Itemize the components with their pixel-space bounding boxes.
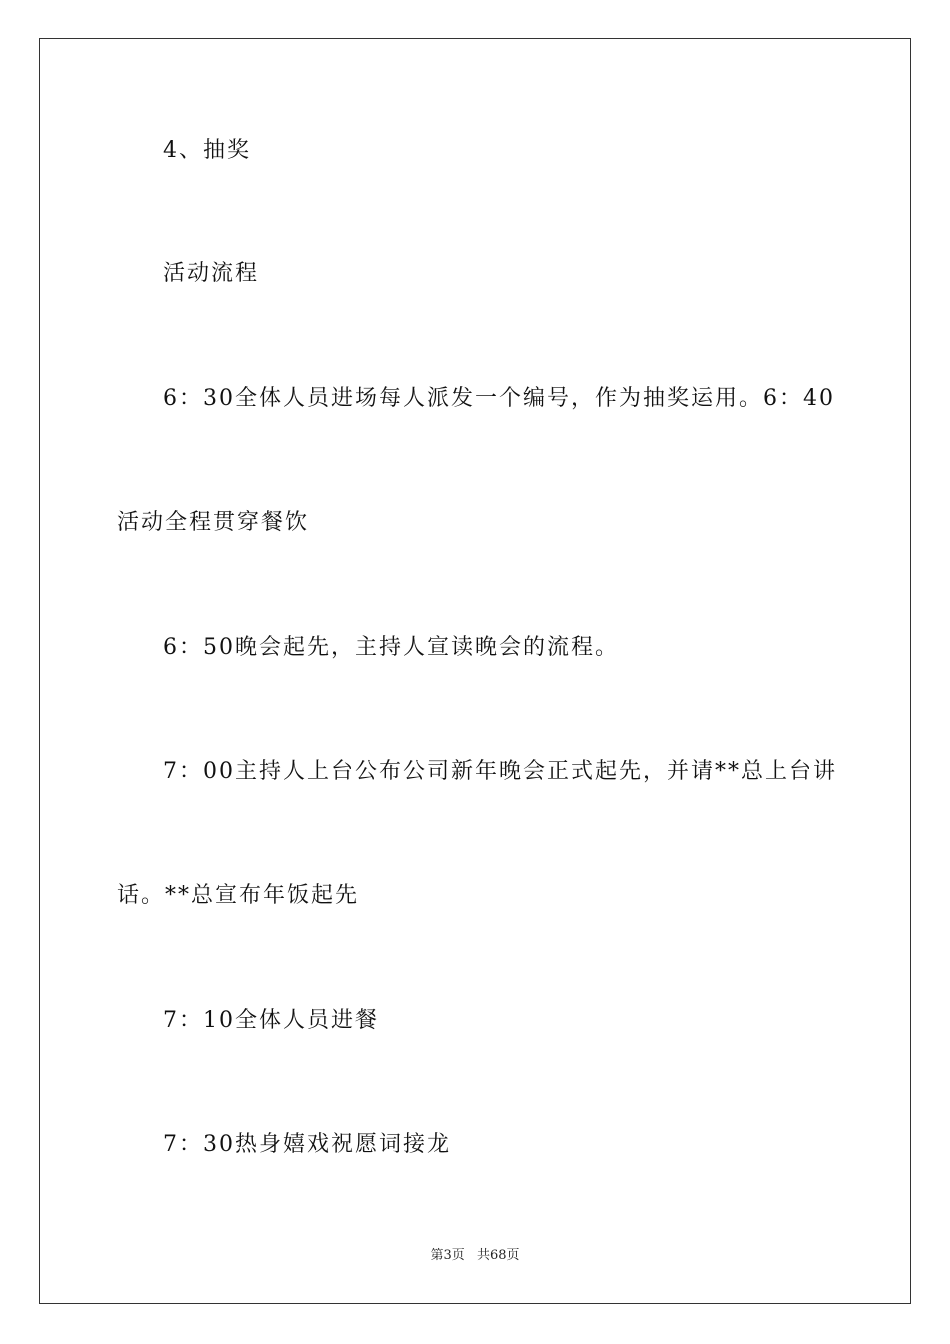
page-footer (0, 1246, 950, 1266)
paragraph-line: 话。**总宣布年饭起先 (117, 883, 360, 908)
paragraph-line: 7：00主持人上台公布公司新年晚会正式起先，并请**总上台讲 (163, 759, 837, 784)
paragraph-line: 活动全程贯穿餐饮 (117, 510, 310, 535)
paragraph-line: 7：10全体人员进餐 (163, 1008, 379, 1033)
page-total: 共68页 (476, 1248, 520, 1263)
section-heading-activity-flow: 活动流程 (163, 261, 260, 286)
paragraph-line: 6：30全体人员进场每人派发一个编号，作为抽奖运用。6：40 (163, 386, 835, 411)
list-item-lottery: 4、抽奖 (163, 138, 251, 163)
page-border (39, 38, 911, 1304)
paragraph-line: 7：30热身嬉戏祝愿词接龙 (163, 1132, 451, 1157)
page-number: 第3页 (430, 1248, 465, 1263)
paragraph-line: 6：50晚会起先，主持人宣读晚会的流程。 (163, 635, 619, 660)
